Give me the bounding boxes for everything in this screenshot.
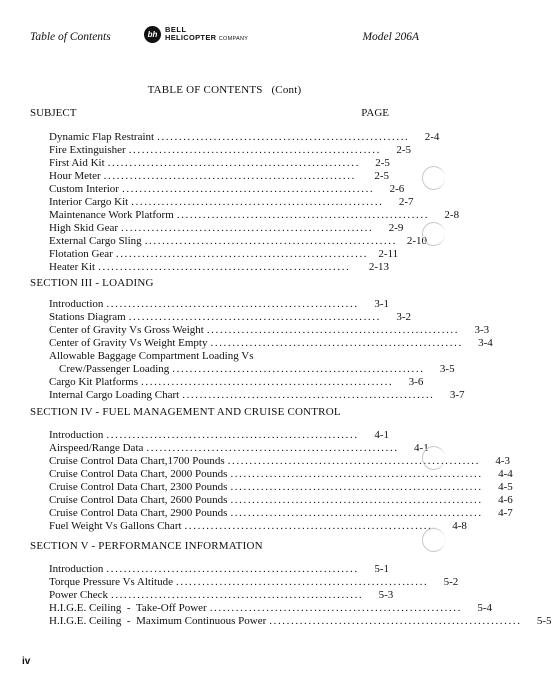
- header-right: Model 206A: [362, 31, 419, 43]
- toc-entry[interactable]: High Skid Gear .......................................................... 2-9: [49, 222, 404, 234]
- binder-hole-mark: [422, 528, 445, 552]
- toc-entry[interactable]: Stations Diagram .......................................................... 3-2: [49, 311, 411, 323]
- section-heading: SECTION V - PERFORMANCE INFORMATION: [30, 540, 263, 552]
- subject-column-heading: SUBJECT: [30, 107, 77, 119]
- toc-entry[interactable]: First Aid Kit .......................................................... 2-5: [49, 157, 390, 169]
- toc-entry[interactable]: Hour Meter .......................................................... 2-5: [49, 170, 389, 182]
- logo-wordmark: BELL HELICOPTER COMPANY: [165, 25, 249, 42]
- toc-entry[interactable]: External Cargo Sling .......................................................... 2-10: [49, 235, 427, 247]
- toc-entry[interactable]: Cruise Control Data Chart,1700 Pounds .......................................................... 4-3: [49, 455, 510, 467]
- bell-logo-icon: bh: [144, 26, 161, 43]
- toc-entry[interactable]: Introduction .......................................................... 4-1: [49, 429, 389, 441]
- page-folio: iv: [22, 656, 31, 667]
- binder-hole-mark: [422, 166, 445, 190]
- page-title: TABLE OF CONTENTS (Cont): [147, 84, 302, 96]
- toc-entry[interactable]: Torque Pressure Vs Altitude .......................................................... 5-2: [49, 576, 459, 588]
- toc-entry[interactable]: Cruise Control Data Chart, 2000 Pounds .......................................................... 4-4: [49, 468, 513, 480]
- toc-entry[interactable]: Fuel Weight Vs Gallons Chart .......................................................... 4-8: [49, 520, 467, 532]
- section-heading: SECTION III - LOADING: [30, 277, 154, 289]
- binder-hole-mark: [422, 222, 445, 246]
- toc-entry[interactable]: Power Check .......................................................... 5-3: [49, 589, 394, 601]
- page-column-heading: PAGE: [361, 107, 389, 119]
- toc-entry[interactable]: Heater Kit .......................................................... 2-13: [49, 261, 389, 273]
- toc-entry[interactable]: Custom Interior .......................................................... 2-6: [49, 183, 405, 195]
- section-heading: SECTION IV - FUEL MANAGEMENT AND CRUISE CONTROL: [30, 406, 341, 418]
- toc-entry[interactable]: Fire Extinguisher .......................................................... 2-5: [49, 144, 411, 156]
- toc-entry[interactable]: Interior Cargo Kit .......................................................... 2-7: [49, 196, 414, 208]
- toc-entry[interactable]: Center of Gravity Vs Weight Empty .......................................................... 3-4: [49, 337, 493, 349]
- toc-entry-title-line1[interactable]: Allowable Baggage Compartment Loading Vs: [49, 350, 254, 362]
- toc-entry[interactable]: Crew/Passenger Loading .......................................................... 3-5: [59, 363, 455, 375]
- toc-entry[interactable]: H.I.G.E. Ceiling - Maximum Continuous Power .......................................................... 5-5: [49, 615, 552, 627]
- toc-entry[interactable]: Introduction .......................................................... 3-1: [49, 298, 389, 310]
- header-left: Table of Contents: [30, 31, 111, 43]
- toc-entry[interactable]: Cargo Kit Platforms .......................................................... 3-6: [49, 376, 424, 388]
- toc-entry[interactable]: Introduction .......................................................... 5-1: [49, 563, 389, 575]
- toc-entry[interactable]: H.I.G.E. Ceiling - Take-Off Power .......................................................... 5-4: [49, 602, 492, 614]
- toc-entry[interactable]: Cruise Control Data Chart, 2300 Pounds .......................................................... 4-5: [49, 481, 513, 493]
- toc-entry[interactable]: Flotation Gear .......................................................... 2-11: [49, 248, 399, 260]
- toc-entry[interactable]: Cruise Control Data Chart, 2900 Pounds .......................................................... 4-7: [49, 507, 513, 519]
- toc-entry[interactable]: Cruise Control Data Chart, 2600 Pounds .......................................................... 4-6: [49, 494, 513, 506]
- toc-entry[interactable]: Internal Cargo Loading Chart .......................................................... 3-7: [49, 389, 465, 401]
- toc-entry[interactable]: Maintenance Work Platform .......................................................... 2-8: [49, 209, 460, 221]
- toc-entry[interactable]: Airspeed/Range Data .......................................................... 4-1: [49, 442, 429, 454]
- binder-hole-mark: [422, 446, 445, 470]
- toc-entry[interactable]: Dynamic Flap Restraint .......................................................... 2-4: [49, 131, 440, 143]
- toc-entry[interactable]: Center of Gravity Vs Gross Weight .......................................................... 3-3: [49, 324, 490, 336]
- bell-helicopter-logo: [144, 26, 248, 43]
